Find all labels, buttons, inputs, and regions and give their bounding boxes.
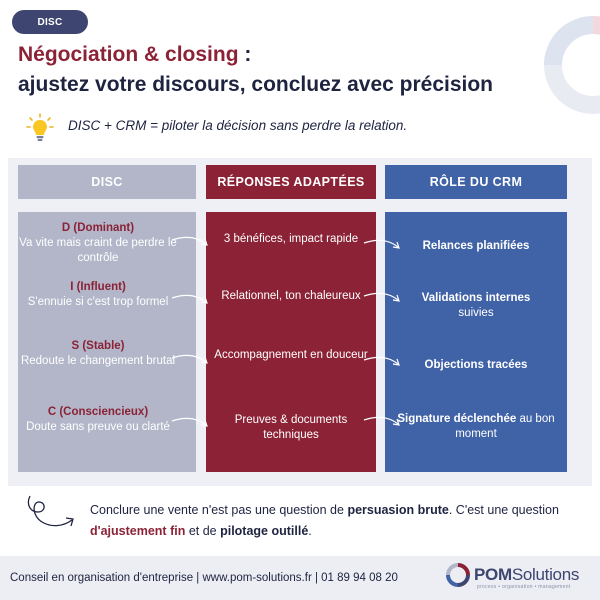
disc-desc: S'ennuie si c'est trop formel (27, 296, 169, 308)
disc-name: D (Dominant) (61, 222, 135, 234)
crm-rest: au bon moment (455, 413, 555, 440)
disc-desc: Va vite mais craint de perdre le contrôle (19, 237, 177, 264)
page-title (18, 40, 493, 100)
closing-statement (90, 500, 588, 542)
curved-arrow-icon (170, 352, 214, 372)
crm-bold: Validations internes (421, 292, 531, 304)
crm-bold: Signature déclenchée (397, 413, 517, 425)
title-line2: ajustez votre discours, concluez avec précision (18, 73, 494, 96)
reponse-row-influent: Relationnel, ton chaleureux (221, 290, 361, 302)
disc-row-dominant (18, 221, 178, 266)
disc-desc: Redoute le changement brutal (20, 355, 176, 367)
reponse-row-consciencieux: Preuves & documents techniques (234, 414, 348, 441)
crm-row-consciencieux (385, 412, 567, 442)
logo-ring-icon (445, 562, 471, 588)
header-crm: RÔLE DU CRM (385, 165, 567, 199)
title-colon: : (238, 43, 252, 66)
logo-solutions: Solutions (511, 565, 580, 584)
title-accent: Négociation & closing (18, 43, 239, 66)
reponse-row-stable: Accompagnement en douceur (214, 349, 368, 361)
disc-desc: Doute sans preuve ou clarté (26, 421, 170, 433)
loop-arrow-icon (24, 490, 80, 538)
curved-arrow-icon (362, 354, 406, 374)
closing-part3: et de (185, 524, 221, 538)
closing-part2: . C'est une question (448, 503, 559, 517)
closing-bold2: pilotage outillé (220, 524, 309, 538)
lightbulb-icon (26, 113, 54, 143)
disc-row-influent (18, 280, 178, 310)
curved-arrow-icon (170, 234, 214, 254)
curved-arrow-icon (362, 237, 406, 257)
disc-name: S (Stable) (71, 340, 125, 352)
crm-row-influent (385, 291, 567, 321)
closing-part4: . (308, 524, 312, 538)
disc-row-consciencieux (18, 405, 178, 435)
reponse-row-dominant: 3 bénéfices, impact rapide (223, 233, 359, 245)
logo-pom: POM (474, 565, 512, 584)
crm-rest: suivies (458, 307, 494, 319)
subtitle: DISC + CRM = piloter la décision sans perdre la relation. (68, 118, 408, 133)
logo-tagline: process • organisation • management (477, 584, 571, 590)
curved-arrow-icon (362, 414, 406, 434)
disc-name: I (Influent) (70, 281, 126, 293)
footer-contact: Conseil en organisation d'entreprise | www.pom-solutions.fr | 01 89 94 08 20 (10, 572, 398, 584)
curved-arrow-icon (362, 290, 406, 310)
closing-highlight: d'ajustement fin (90, 524, 186, 538)
decorative-ring (538, 10, 600, 120)
crm-row-stable (385, 358, 567, 373)
crm-row-dominant (385, 239, 567, 254)
crm-bold: Objections tracées (424, 359, 528, 371)
header-reponses: RÉPONSES ADAPTÉES (206, 165, 376, 199)
disc-row-stable (18, 339, 178, 369)
curved-arrow-icon (170, 292, 214, 312)
crm-bold: Relances planifiées (422, 240, 530, 252)
disc-name: C (Consciencieux) (47, 406, 149, 418)
closing-part1: Conclure une vente n'est pas une question de (90, 503, 348, 517)
category-tag: DISC (12, 10, 88, 34)
header-disc: DISC (18, 165, 196, 199)
closing-bold1: persuasion brute (347, 503, 449, 517)
curved-arrow-icon (170, 415, 214, 435)
